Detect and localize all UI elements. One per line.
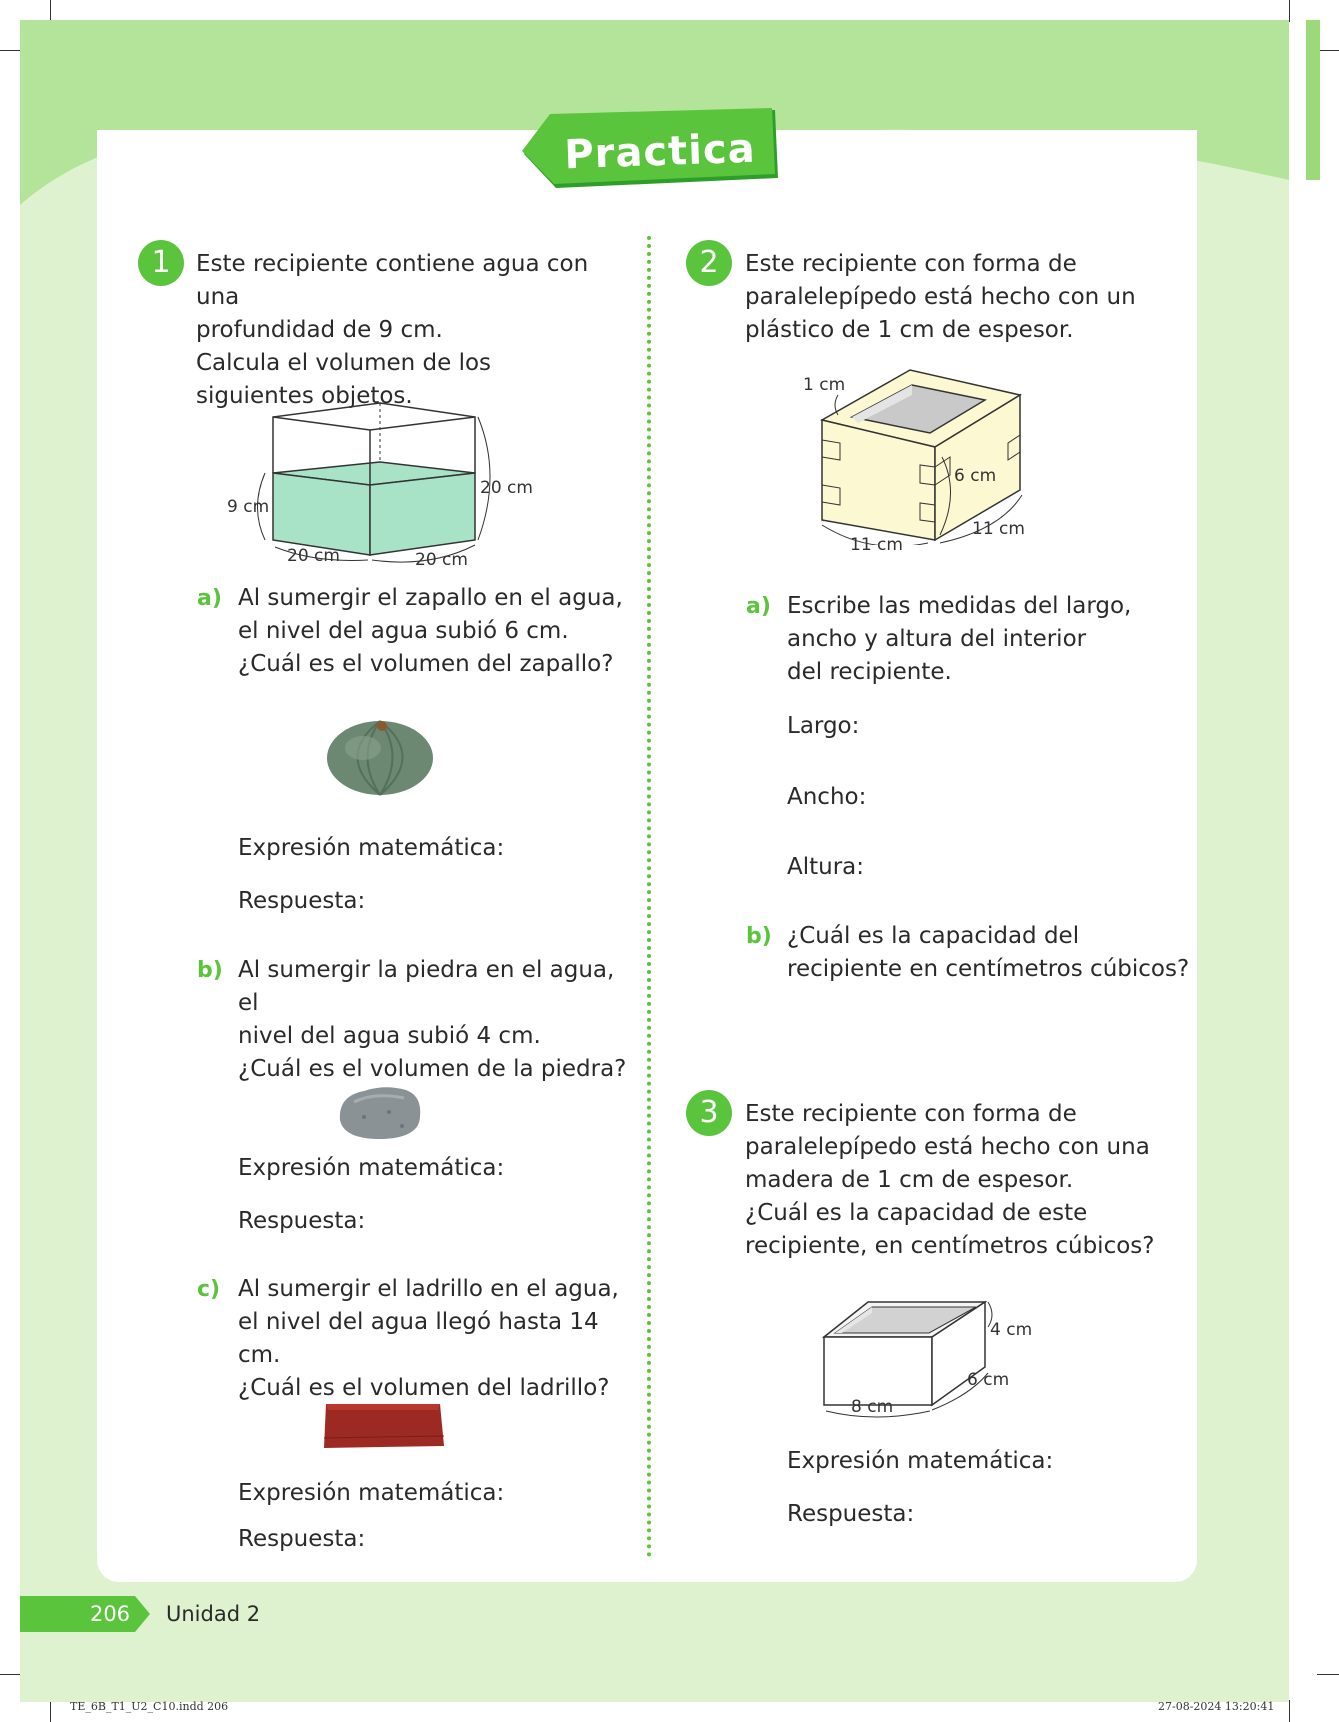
thickness-label: 1 cm — [803, 375, 846, 395]
expression-label: Expresión matemática: — [238, 1155, 505, 1181]
tank-depth-label: 20 cm — [480, 478, 533, 498]
problem-number-badge: 3 — [686, 1090, 732, 1136]
part-letter: c) — [197, 1277, 221, 1302]
problem-3-text: Este recipiente con forma de paralelepípedo está hecho con una madera de 1 cm de espesor. ¿Cuál es la capacidad de este recipiente, en centímetros cúbicos? — [745, 1101, 1155, 1259]
part-2b-text: ¿Cuál es la capacidad del recipiente en centímetros cúbicos? — [787, 923, 1190, 982]
answer-label: Respuesta: — [238, 1208, 366, 1234]
page-title: Practica — [563, 125, 757, 179]
crop-mark — [1317, 1674, 1339, 1675]
part-letter: b) — [746, 924, 772, 949]
answer-label: Respuesta: — [238, 1526, 366, 1552]
page-number: 206 — [89, 1602, 131, 1626]
expression-label: Expresión matemática: — [238, 1480, 505, 1506]
part-letter: b) — [197, 958, 223, 983]
problem-2-text: Este recipiente con forma de paralelepípedo está hecho con un plástico de 1 cm de espesor. — [745, 251, 1136, 343]
largo-label: Largo: — [787, 713, 860, 739]
part-2a-text: Escribe las medidas del largo, ancho y altura del interior del recipiente. — [787, 593, 1132, 685]
problem-number-badge: 2 — [686, 240, 732, 286]
tank-length-label: 20 cm — [415, 550, 468, 570]
crop-mark — [50, 0, 51, 22]
crop-mark — [50, 1700, 51, 1722]
tank-width-label: 20 cm — [287, 546, 340, 566]
part-1a-text: Al sumergir el zapallo en el agua, el nivel del agua subió 6 cm. ¿Cuál es el volumen del zapallo? — [238, 585, 623, 677]
ancho-label: Ancho: — [787, 784, 867, 810]
file-slug: TE_6B_T1_U2_C10.indd 206 — [70, 1700, 229, 1713]
edge-strip — [1306, 20, 1320, 180]
plastic-container-diagram — [810, 365, 1050, 545]
stone-image — [334, 1082, 424, 1142]
crop-mark — [1317, 50, 1339, 51]
container-width-label: 11 cm — [972, 519, 1025, 539]
container-height-label: 6 cm — [954, 466, 997, 486]
answer-label: Respuesta: — [787, 1501, 915, 1527]
crop-mark — [1289, 0, 1290, 22]
container-length-label: 11 cm — [850, 535, 903, 555]
expression-label: Expresión matemática: — [787, 1448, 1054, 1474]
part-1b-text: Al sumergir la piedra en el agua, el nivel del agua subió 4 cm. ¿Cuál es el volumen de la piedra? — [238, 957, 627, 1082]
tank-height-label: 9 cm — [227, 497, 270, 517]
part-letter: a) — [197, 586, 222, 611]
crop-mark — [0, 1674, 22, 1675]
pumpkin-image — [325, 708, 435, 798]
problem-number-badge: 1 — [138, 240, 184, 286]
answer-label: Respuesta: — [238, 888, 366, 914]
unit-label: Unidad 2 — [166, 1602, 261, 1626]
column-divider — [647, 236, 651, 1558]
expression-label: Expresión matemática: — [238, 835, 505, 861]
part-letter: a) — [746, 594, 771, 619]
brick-image — [324, 1398, 444, 1453]
crop-mark — [0, 50, 22, 51]
problem-1-text: Este recipiente contiene agua con una profundidad de 9 cm. Calcula el volumen de los siguientes objetos. — [196, 251, 589, 409]
crop-mark — [1289, 1700, 1290, 1722]
box-width-label: 6 cm — [967, 1370, 1010, 1390]
wooden-box-diagram — [820, 1295, 1020, 1425]
timestamp: 27-08-2024 13:20:41 — [1158, 1700, 1275, 1713]
altura-label: Altura: — [787, 854, 865, 880]
box-length-label: 8 cm — [851, 1397, 894, 1417]
water-tank-diagram — [220, 400, 500, 570]
part-1c-text: Al sumergir el ladrillo en el agua, el nivel del agua llegó hasta 14 cm. ¿Cuál es el volumen del ladrillo? — [238, 1276, 619, 1401]
box-height-label: 4 cm — [990, 1320, 1033, 1340]
